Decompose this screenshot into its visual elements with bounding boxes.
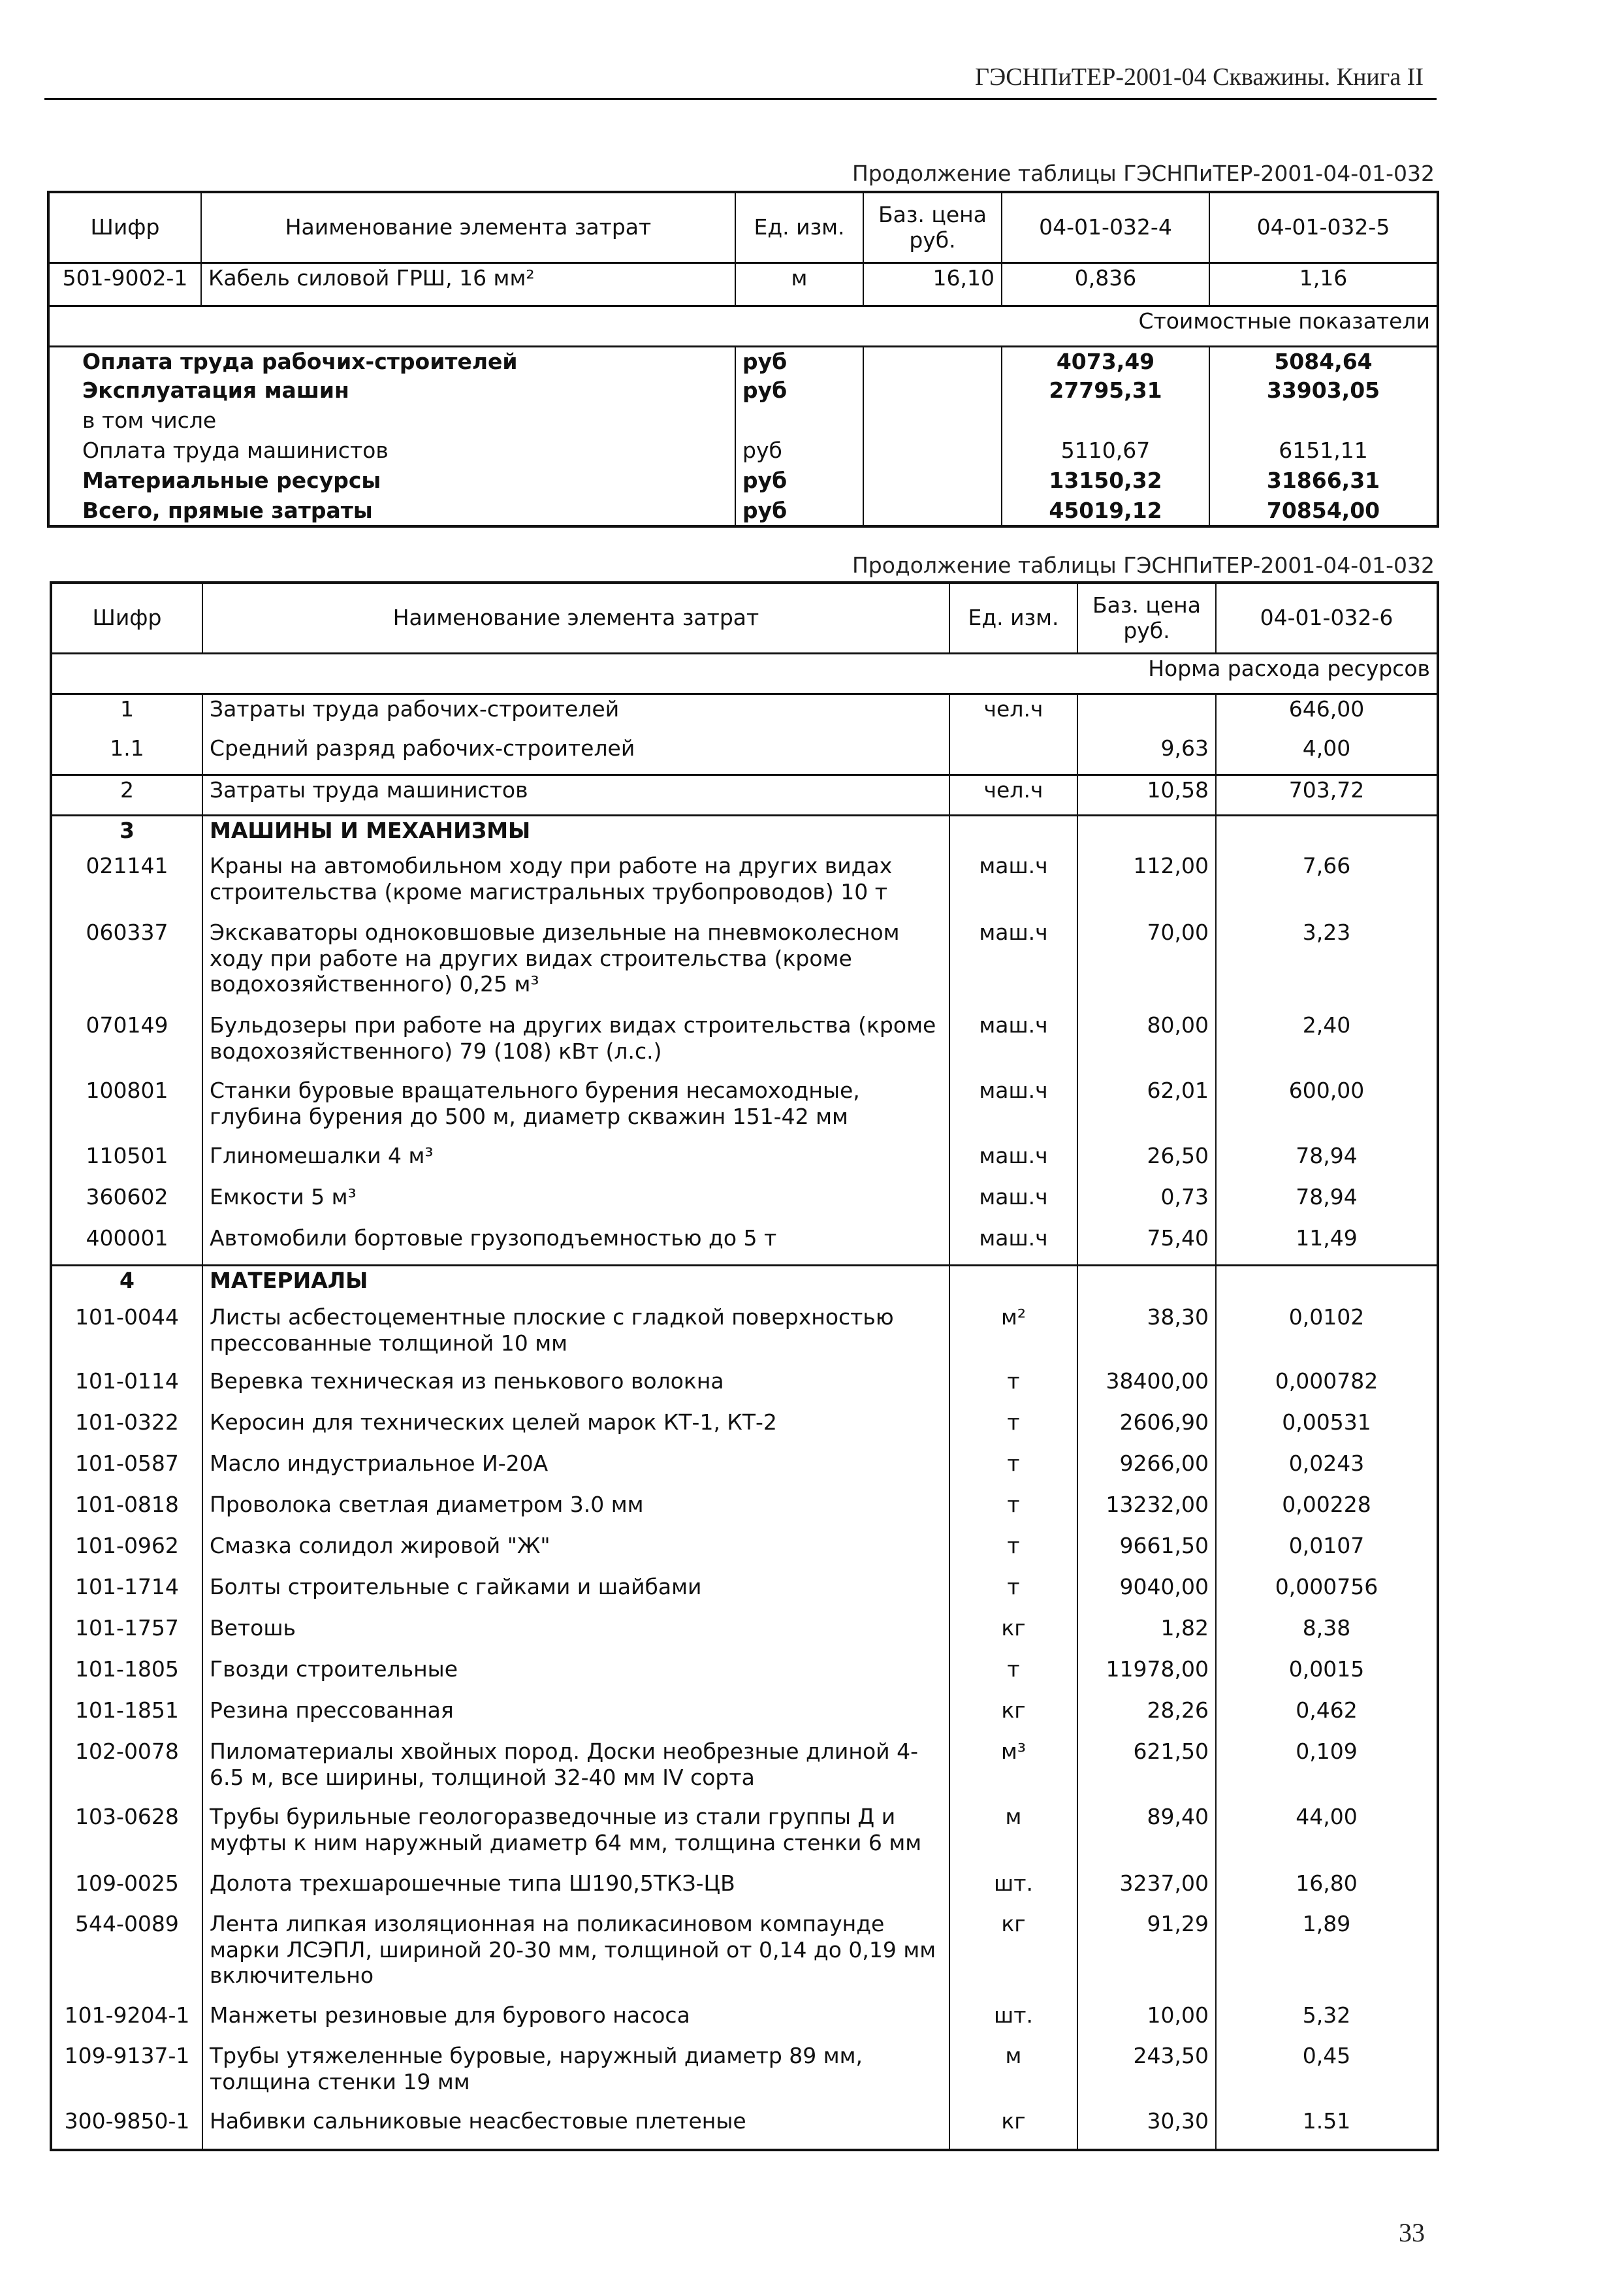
resource-price: 89,40 [1077,1803,1216,1869]
resource-code: 109-0025 [51,1869,202,1910]
resource-value: 3,23 [1216,918,1438,1011]
resource-code: 021141 [51,852,202,918]
resource-unit: м² [949,1303,1077,1367]
cost-unit: руб [735,496,863,526]
cost-row [48,376,1438,406]
resource-value: 0,00228 [1216,1490,1438,1531]
resource-row [51,2042,1438,2107]
resource-code: 070149 [51,1011,202,1076]
resource-name: Средний разряд рабочих-строителей [202,734,949,775]
cost-band-label: Стоимостные показатели [48,306,1438,346]
cost-price-empty [863,376,1002,406]
resource-row [51,1224,1438,1265]
cost-value-5: 5084,64 [1209,346,1438,376]
resource-row [51,1449,1438,1490]
resource-name: Манжеты резиновые для бурового насоса [202,2001,949,2042]
cost-value-4: 13150,32 [1002,466,1209,496]
resource-price: 621,50 [1077,1737,1216,1803]
resource-unit: маш.ч [949,1224,1077,1265]
resource-row [51,918,1438,1011]
resource-unit: т [949,1367,1077,1408]
col-header-unit: Ед. изм. [735,192,863,263]
resource-code: 101-0114 [51,1367,202,1408]
resource-name: Пиломатериалы хвойных пород. Доски необрезные длиной 4-6.5 м, все ширины, толщиной 32-40 мм IV сорта [202,1737,949,1803]
resource-row [51,734,1438,775]
resource-unit: шт. [949,2001,1077,2042]
resource-unit: кг [949,1696,1077,1737]
resource-code: 1.1 [51,734,202,775]
resource-name: Экскаваторы одноковшовые дизельные на пневмоколесном ходу при работе на других видах строительства (кроме водохозяйственного) 0,25 м³ [202,918,949,1011]
resource-unit: т [949,1531,1077,1573]
resource-value: 600,00 [1216,1076,1438,1142]
resource-price [1077,1265,1216,1303]
resource-value: 8,38 [1216,1614,1438,1655]
resource-name: Лента липкая изоляционная на поликасиновом компаунде марки ЛСЭПЛ, шириной 20-30 мм, толщиной от 0,14 до 0,19 мм включительно [202,1910,949,2001]
cable-row [48,263,1438,306]
resource-row [51,1531,1438,1573]
resource-code: 300-9850-1 [51,2107,202,2150]
resource-value: 11,49 [1216,1224,1438,1265]
cost-value-4: 4073,49 [1002,346,1209,376]
resource-price: 91,29 [1077,1910,1216,2001]
resource-name: Затраты труда машинистов [202,775,949,815]
cost-band-row [48,306,1438,346]
resource-name: МАТЕРИАЛЫ [202,1265,949,1303]
resource-row [51,1367,1438,1408]
resource-name: Масло индустриальное И-20А [202,1449,949,1490]
resource-code: 101-0587 [51,1449,202,1490]
resource-code: 4 [51,1265,202,1303]
resource-unit: кг [949,1614,1077,1655]
cost-name: Эксплуатация машин [48,376,735,406]
cable-value-4: 0,836 [1002,263,1209,306]
resource-name: Трубы утяжеленные буровые, наружный диаметр 89 мм, толщина стенки 19 мм [202,2042,949,2107]
cost-price-empty [863,346,1002,376]
resource-code: 3 [51,815,202,852]
resource-code: 101-9204-1 [51,2001,202,2042]
resource-unit: т [949,1490,1077,1531]
resource-value: 0,000782 [1216,1367,1438,1408]
resource-unit: маш.ч [949,1142,1077,1183]
resource-code: 101-0322 [51,1408,202,1449]
cable-value-5: 1,16 [1209,263,1438,306]
resource-value: 78,94 [1216,1142,1438,1183]
resource-row [51,1655,1438,1696]
resource-value [1216,1265,1438,1303]
t2-col-header-04-01-032-6: 04-01-032-6 [1216,583,1438,653]
cost-price-empty [863,496,1002,526]
cost-row [48,496,1438,526]
resource-value: 4,00 [1216,734,1438,775]
col-header-04-01-032-5: 04-01-032-5 [1209,192,1438,263]
resource-price: 9,63 [1077,734,1216,775]
resource-code: 360602 [51,1183,202,1224]
resource-unit: м [949,2042,1077,2107]
resource-value: 2,40 [1216,1011,1438,1076]
cost-name: в том числе [48,406,735,436]
col-header-price: Баз. цена руб. [863,192,1002,263]
resource-value: 0,000756 [1216,1573,1438,1614]
resource-value: 5,32 [1216,2001,1438,2042]
resource-row [51,1183,1438,1224]
resource-code: 2 [51,775,202,815]
resource-code: 109-9137-1 [51,2042,202,2107]
resource-value: 0,0107 [1216,1531,1438,1573]
resource-name: Краны на автомобильном ходу при работе на других видах строительства (кроме магистральных трубопроводов) 10 т [202,852,949,918]
cost-value-5: 33903,05 [1209,376,1438,406]
resource-unit: т [949,1573,1077,1614]
resource-price [1077,694,1216,734]
resource-price: 1,82 [1077,1614,1216,1655]
cost-value-5: 31866,31 [1209,466,1438,496]
cost-value-5: 70854,00 [1209,496,1438,526]
resource-name: Проволока светлая диаметром 3.0 мм [202,1490,949,1531]
resource-unit: чел.ч [949,694,1077,734]
cost-name: Оплата труда машинистов [48,436,735,466]
resource-name: Ветошь [202,1614,949,1655]
resource-price: 11978,00 [1077,1655,1216,1696]
resource-value: 16,80 [1216,1869,1438,1910]
resource-unit: маш.ч [949,918,1077,1011]
cost-price-empty [863,436,1002,466]
resource-unit [949,1265,1077,1303]
cost-value-4 [1002,406,1209,436]
resource-value: 7,66 [1216,852,1438,918]
resource-name: Резина прессованная [202,1696,949,1737]
resource-value: 0,0102 [1216,1303,1438,1367]
resource-code: 1 [51,694,202,734]
resource-price: 28,26 [1077,1696,1216,1737]
resource-code: 101-0818 [51,1490,202,1531]
cost-value-4: 27795,31 [1002,376,1209,406]
cost-name: Материальные ресурсы [48,466,735,496]
norm-band-row [51,653,1438,694]
cable-price: 16,10 [863,263,1002,306]
resource-value: 0,0243 [1216,1449,1438,1490]
cost-name: Всего, прямые затраты [48,496,735,526]
cost-row [48,436,1438,466]
resource-code: 101-1714 [51,1573,202,1614]
t2-col-header-code: Шифр [51,583,202,653]
cost-unit: руб [735,346,863,376]
resource-price: 9266,00 [1077,1449,1216,1490]
resource-price: 9040,00 [1077,1573,1216,1614]
resource-row [51,1910,1438,2001]
resource-price: 112,00 [1077,852,1216,918]
col-header-name: Наименование элемента затрат [201,192,735,263]
resource-name: Станки буровые вращательного бурения несамоходные, глубина бурения до 500 м, диаметр скважин 151-42 мм [202,1076,949,1142]
resource-row [51,694,1438,734]
resource-name: Веревка техническая из пенькового волокна [202,1367,949,1408]
resource-row [51,1803,1438,1869]
resource-price: 2606,90 [1077,1408,1216,1449]
table2-header-row [51,583,1438,653]
t2-col-header-unit: Ед. изм. [949,583,1077,653]
cost-table [47,191,1439,528]
t2-col-header-name: Наименование элемента затрат [202,583,949,653]
resource-name: Трубы бурильные геологоразведочные из стали группы Д и муфты к ним наружный диаметр 64 мм, толщина стенки 6 мм [202,1803,949,1869]
resource-code: 100801 [51,1076,202,1142]
resource-value: 44,00 [1216,1803,1438,1869]
page-number: 33 [1399,2218,1425,2247]
resource-value: 646,00 [1216,694,1438,734]
cable-unit: м [735,263,863,306]
resource-name: Набивки сальниковые неасбестовые плетеные [202,2107,949,2150]
cost-unit: руб [735,436,863,466]
resource-unit: м [949,1803,1077,1869]
cost-price-empty [863,466,1002,496]
section-row [51,1265,1438,1303]
cable-code: 501-9002-1 [48,263,201,306]
resource-price: 30,30 [1077,2107,1216,2150]
resource-value: 1.51 [1216,2107,1438,2150]
resource-price: 75,40 [1077,1224,1216,1265]
resource-unit [949,734,1077,775]
cost-row [48,406,1438,436]
table1-header-row [48,192,1438,263]
resource-code: 544-0089 [51,1910,202,2001]
resource-price: 10,00 [1077,2001,1216,2042]
col-header-04-01-032-4: 04-01-032-4 [1002,192,1209,263]
header-rule [44,98,1437,100]
resource-price: 80,00 [1077,1011,1216,1076]
resource-unit: маш.ч [949,1076,1077,1142]
cost-price-empty [863,406,1002,436]
resource-value: 1,89 [1216,1910,1438,2001]
resource-value: 0,45 [1216,2042,1438,2107]
resource-row [51,1696,1438,1737]
resource-price: 38,30 [1077,1303,1216,1367]
section-row [51,815,1438,852]
resource-name: Гвозди строительные [202,1655,949,1696]
resource-price: 70,00 [1077,918,1216,1011]
cost-value-4: 5110,67 [1002,436,1209,466]
table2-caption: Продолжение таблицы ГЭСНПиТЕР-2001-04-01-032 [852,553,1435,578]
resource-row [51,852,1438,918]
resource-name: Затраты труда рабочих-строителей [202,694,949,734]
resource-code: 101-0962 [51,1531,202,1573]
resource-row [51,1869,1438,1910]
resource-unit: маш.ч [949,1011,1077,1076]
resource-value: 78,94 [1216,1183,1438,1224]
resource-price: 62,01 [1077,1076,1216,1142]
resource-unit: маш.ч [949,852,1077,918]
resource-row [51,2001,1438,2042]
resource-name: Долота трехшарошечные типа Ш190,5ТКЗ-ЦВ [202,1869,949,1910]
resource-unit: м³ [949,1737,1077,1803]
resource-price: 0,73 [1077,1183,1216,1224]
resource-code: 103-0628 [51,1803,202,1869]
resource-code: 101-0044 [51,1303,202,1367]
resource-price [1077,815,1216,852]
resource-unit: чел.ч [949,775,1077,815]
resource-code: 060337 [51,918,202,1011]
resource-unit [949,815,1077,852]
resource-name: Керосин для технических целей марок КТ-1, КТ-2 [202,1408,949,1449]
resource-code: 101-1851 [51,1696,202,1737]
resource-unit: т [949,1655,1077,1696]
resource-code: 110501 [51,1142,202,1183]
resource-row [51,1737,1438,1803]
resource-row [51,1076,1438,1142]
resource-price: 243,50 [1077,2042,1216,2107]
resource-name: Листы асбестоцементные плоские с гладкой поверхностью прессованные толщиной 10 мм [202,1303,949,1367]
cost-row [48,346,1438,376]
resource-price: 3237,00 [1077,1869,1216,1910]
resource-row [51,1573,1438,1614]
resource-row [51,2107,1438,2150]
resource-price: 26,50 [1077,1142,1216,1183]
col-header-code: Шифр [48,192,201,263]
resource-code: 101-1757 [51,1614,202,1655]
cost-value-5 [1209,406,1438,436]
resource-row [51,1142,1438,1183]
resource-price: 38400,00 [1077,1367,1216,1408]
resource-row [51,1490,1438,1531]
resource-name: Глиномешалки 4 м³ [202,1142,949,1183]
resource-value: 0,00531 [1216,1408,1438,1449]
resource-price: 10,58 [1077,775,1216,815]
resource-table [50,581,1439,2151]
resource-value: 703,72 [1216,775,1438,815]
resource-value: 0,462 [1216,1696,1438,1737]
cost-row [48,466,1438,496]
resource-name: Автомобили бортовые грузоподъемностью до 5 т [202,1224,949,1265]
resource-unit: кг [949,2107,1077,2150]
cost-unit [735,406,863,436]
t2-col-header-price: Баз. цена руб. [1077,583,1216,653]
cost-value-5: 6151,11 [1209,436,1438,466]
resource-code: 400001 [51,1224,202,1265]
resource-name: Болты строительные с гайками и шайбами [202,1573,949,1614]
resource-value [1216,815,1438,852]
resource-price: 13232,00 [1077,1490,1216,1531]
resource-name: Бульдозеры при работе на других видах строительства (кроме водохозяйственного) 79 (108) кВт (л.с.) [202,1011,949,1076]
running-header: ГЭСНПиТЕР-2001-04 Скважины. Книга II [975,63,1424,91]
resource-value: 0,0015 [1216,1655,1438,1696]
cost-value-4: 45019,12 [1002,496,1209,526]
resource-name: Смазка солидол жировой "Ж" [202,1531,949,1573]
cost-unit: руб [735,466,863,496]
resource-row [51,1614,1438,1655]
resource-value: 0,109 [1216,1737,1438,1803]
resource-price: 9661,50 [1077,1531,1216,1573]
resource-name: МАШИНЫ И МЕХАНИЗМЫ [202,815,949,852]
resource-code: 101-1805 [51,1655,202,1696]
resource-unit: маш.ч [949,1183,1077,1224]
resource-row [51,775,1438,815]
resource-row [51,1303,1438,1367]
resource-row [51,1011,1438,1076]
resource-unit: шт. [949,1869,1077,1910]
resource-unit: т [949,1449,1077,1490]
resource-name: Емкости 5 м³ [202,1183,949,1224]
norm-band-label: Норма расхода ресурсов [51,653,1438,694]
resource-unit: кг [949,1910,1077,2001]
cost-unit: руб [735,376,863,406]
resource-unit: т [949,1408,1077,1449]
cable-name: Кабель силовой ГРШ, 16 мм² [201,263,735,306]
cost-name: Оплата труда рабочих-строителей [48,346,735,376]
resource-row [51,1408,1438,1449]
table1-caption: Продолжение таблицы ГЭСНПиТЕР-2001-04-01-032 [852,161,1435,186]
resource-code: 102-0078 [51,1737,202,1803]
